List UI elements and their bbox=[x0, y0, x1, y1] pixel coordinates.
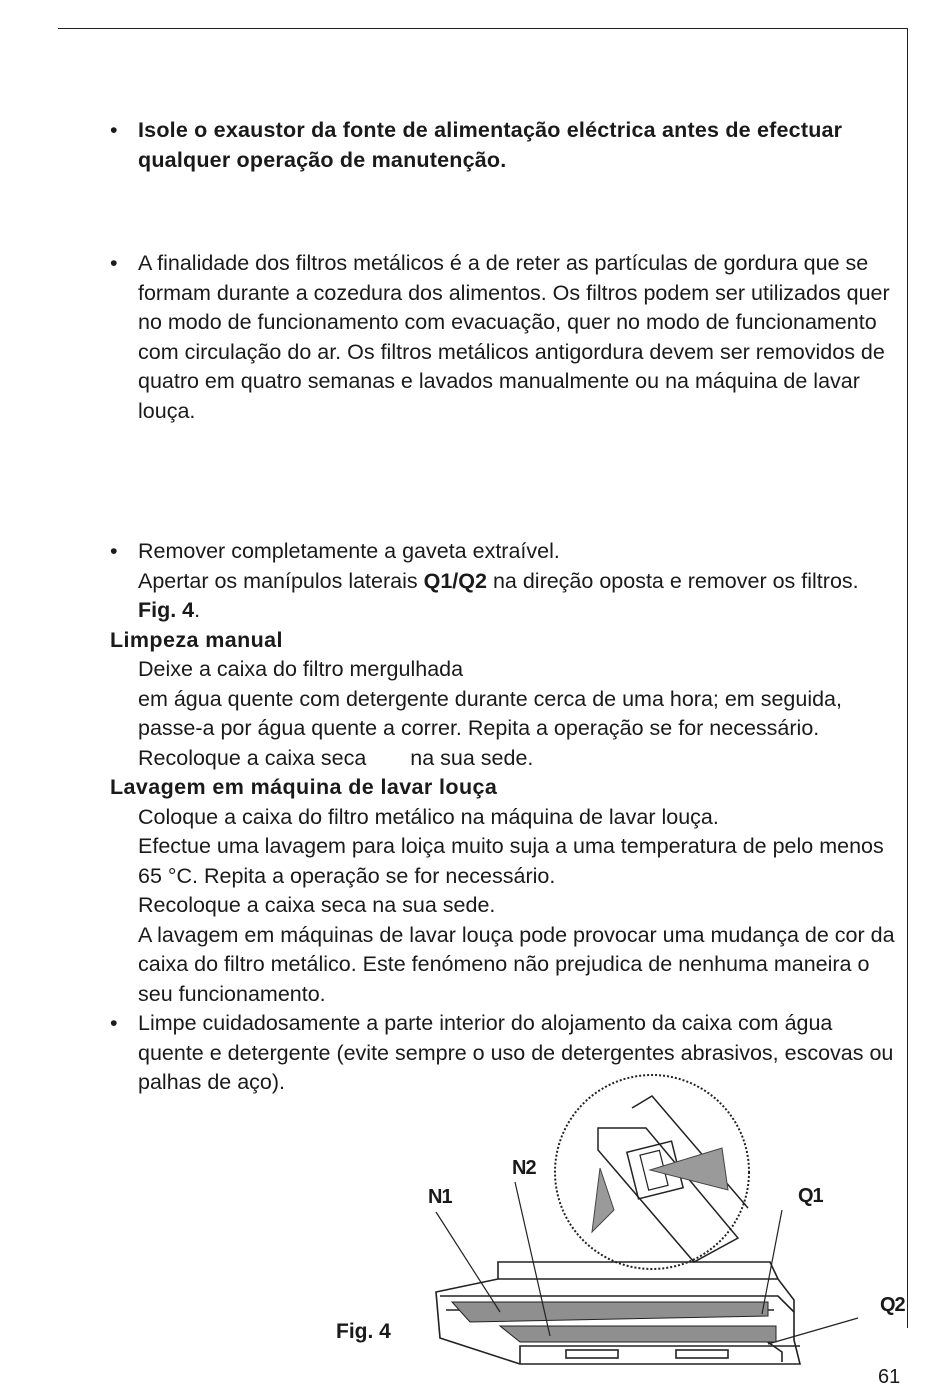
figure-ref: Fig. 4 bbox=[138, 598, 195, 622]
dishwasher-line-1: Coloque a caixa do filtro metálico na máquina de lavar louça. bbox=[138, 804, 719, 829]
filters-description: A finalidade dos filtros metálicos é a de reter as partículas de gordura que se formam durante a cozedura dos alimentos. Os filtros podem ser utilizados quer no modo de funcionamento com evacuação, quer no modo de funcionamento com circulação do ar. Os filtros metálicos antigordura devem ser removidos de quatro em quatro semanas e lavados manualmente ou na máquina de lavar louça. bbox=[138, 251, 890, 423]
callout-q1: Q1 bbox=[798, 1185, 823, 1207]
safety-warning: Isole o exaustor da fonte de alimentação eléctrica antes de efectuar qualquer operação de manutenção. bbox=[138, 118, 843, 172]
bullet: • bbox=[110, 539, 118, 563]
dishwasher-line-4: A lavagem em máquinas de lavar louça pode provocar uma mudança de cor da caixa do filtro metálico. Este fenómeno não prejudica de nenhuma maneira o seu funcionamento. bbox=[138, 922, 895, 1006]
removal-line-2: Apertar os manípulos laterais Q1/Q2 na direção oposta e remover os filtros. Fig. 4. bbox=[138, 568, 859, 622]
knobs-ref: Q1/Q2 bbox=[423, 568, 487, 593]
dishwasher-line-3: Recoloque a caixa seca na sua sede. bbox=[138, 893, 496, 917]
figure-caption: Fig. 4 bbox=[336, 1320, 391, 1343]
bullet: • bbox=[110, 1011, 118, 1035]
callout-n2: N2 bbox=[512, 1157, 536, 1179]
removal-line-1: Remover completamente a gaveta extraível. bbox=[138, 539, 560, 563]
leader-n1 bbox=[436, 1212, 500, 1312]
callout-q2: Q2 bbox=[880, 1294, 905, 1316]
manual-line-1: Deixe a caixa do filtro mergulhada bbox=[138, 657, 464, 681]
page-number: 61 bbox=[878, 1366, 901, 1388]
bullet: • bbox=[110, 118, 118, 142]
bullet: • bbox=[110, 251, 118, 275]
manual-line-2: em água quente com detergente durante cerca de uma hora; em seguida, passe-a por água quente a correr. Repita a operação se for necessário. Recoloque a caixa seca na sua sede. bbox=[138, 686, 842, 770]
detail-magnifier bbox=[555, 1075, 749, 1269]
interior-cleaning: Limpe cuidadosamente a parte interior do alojamento da caixa com água quente e detergente (evite sempre o uso de detergentes abrasivos, escovas ou palhas de aço). bbox=[138, 1011, 894, 1094]
callout-n1: N1 bbox=[428, 1186, 452, 1208]
filter-n2 bbox=[500, 1326, 776, 1342]
manual-cleaning-heading: Limpeza manual bbox=[110, 627, 283, 652]
leader-q2 bbox=[768, 1318, 858, 1344]
dishwasher-heading: Lavagem em máquina de lavar louça bbox=[110, 775, 498, 799]
dishwasher-line-2: Efectue uma lavagem para loiça muito suja a uma temperatura de pelo menos 65 °C. Repita a operação se for necessário. bbox=[138, 834, 884, 888]
